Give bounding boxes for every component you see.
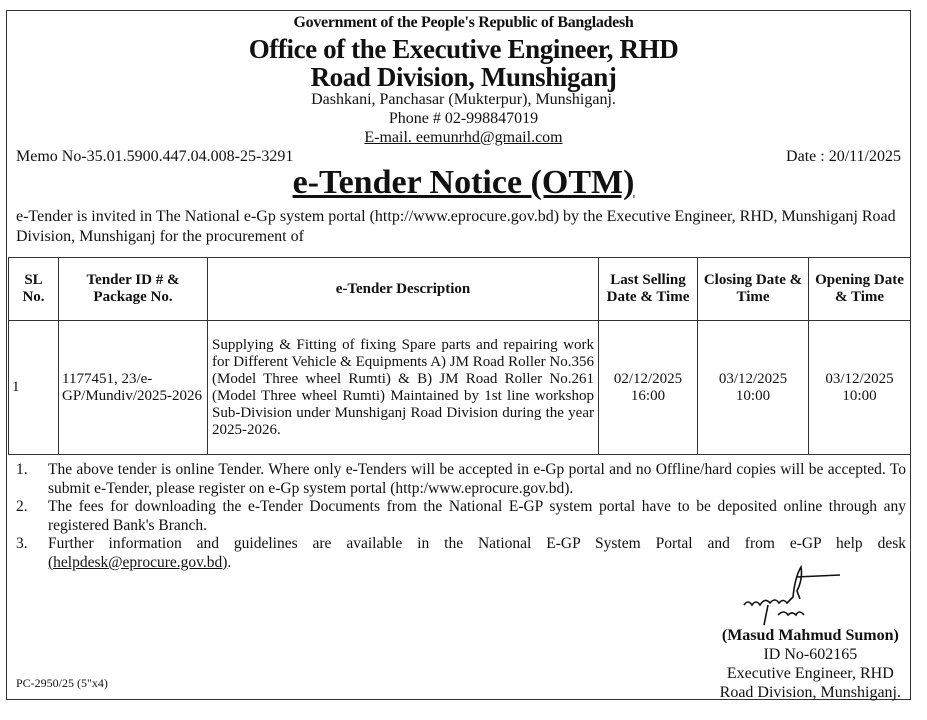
pc-number: PC-2950/25 (5"x4) <box>16 676 108 690</box>
header-tender-id: Tender ID # & Package No. <box>59 258 208 321</box>
note-number: 3. <box>16 535 28 552</box>
address: Dashkani, Panchasar (Mukterpur), Munshiganj. <box>311 91 616 108</box>
header-opening: Opening Date & Time <box>809 258 911 321</box>
note-item <box>16 461 906 498</box>
signatory-id: ID No-602165 <box>763 646 858 663</box>
header-description: e-Tender Description <box>208 258 599 321</box>
note-text: The fees for downloading the e-Tender Documents from the National E-GP system portal have to be deposited online through any registered Bank's Branch. <box>48 498 906 534</box>
division-heading: Road Division, Munshiganj <box>310 62 617 92</box>
office-heading: Office of the Executive Engineer, RHD <box>248 34 679 64</box>
header-closing: Closing Date & Time <box>698 258 809 321</box>
signatory-office: Road Division, Munshiganj. <box>719 684 901 701</box>
intro-paragraph: e-Tender is invited in The National e-Gp system portal (http://www.eprocure.gov.bd) by the Executive Engineer, RHD, Munshiganj Road Division, Munshiganj for the procurement of <box>16 208 896 245</box>
notes-list <box>16 461 906 572</box>
note-item <box>16 498 906 535</box>
email: E-mail. eemunrhd@gmail.com <box>364 129 563 146</box>
table-header-row <box>9 258 911 321</box>
cell-description: Supplying & Fitting of fixing Spare parts and repairing work for Different Vehicle & Equipments A) JM Road Roller No.356 (Model Three wheel Rumti) & B) JM Road Roller No.261 (Model Three wheel Rumti) Maintained by 1st line workshop Sub-Division under Munshiganj Road Division during the year 2025-2026. <box>208 321 599 455</box>
table-row <box>9 321 911 455</box>
government-heading: Government of the People's Republic of Bangladesh <box>293 14 634 31</box>
cell-opening: 03/12/2025 10:00 <box>809 321 911 455</box>
signature-image <box>730 565 870 625</box>
cell-last-selling: 02/12/2025 16:00 <box>599 321 698 455</box>
signatory-designation: Executive Engineer, RHD <box>726 665 894 682</box>
memo-number: Memo No-35.01.5900.447.04.008-25-3291 <box>16 148 294 165</box>
tender-table <box>8 257 911 455</box>
note-text: Further information and guidelines are available in the National E-GP System Portal and from e-GP help desk <box>48 535 906 552</box>
page-title: e-Tender Notice (OTM) <box>292 164 635 201</box>
phone: Phone # 02-998847019 <box>388 110 539 127</box>
note-text: The above tender is online Tender. Where only e-Tenders will be accepted in e-Gp portal and no Offline/hard copies will be accepted. To submit e-Tender, please register on e-Gp system portal (http:/www.eprocure.gov.bd). <box>48 461 906 497</box>
note-punctuation: . <box>227 553 232 571</box>
cell-closing: 03/12/2025 10:00 <box>698 321 809 455</box>
cell-sl: 1 <box>9 321 59 455</box>
helpdesk-email-link[interactable]: (helpdesk@eprocure.gov.bd) <box>48 553 228 571</box>
signatory-name: (Masud Mahmud Sumon) <box>721 627 899 644</box>
notice-date: Date : 20/11/2025 <box>786 148 901 165</box>
cell-tender-id: 1177451, 23/e-GP/Mundiv/2025-2026 <box>59 321 208 455</box>
signatory-block <box>720 626 901 702</box>
header-last-selling: Last Selling Date & Time <box>599 258 698 321</box>
header-sl: SL No. <box>9 258 59 321</box>
note-number: 2. <box>16 498 28 515</box>
note-number: 1. <box>16 461 28 478</box>
